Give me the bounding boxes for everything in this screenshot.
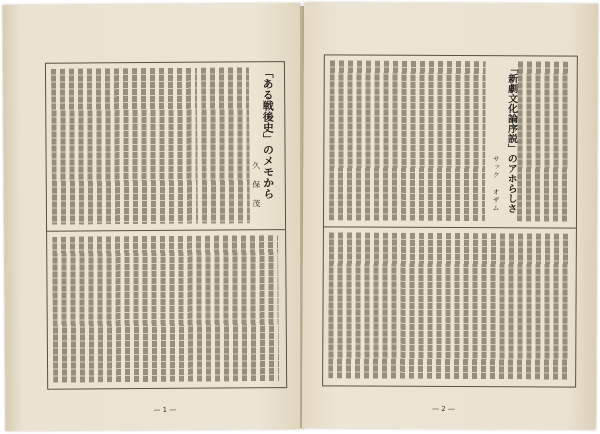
right-article-author: サック オザム [492, 155, 501, 213]
right-article-title: 「新劇文化論序説」のアホらしさ [505, 63, 517, 214]
left-upper-text-right [201, 67, 250, 223]
left-article-author: 久 保 茂 [251, 161, 261, 209]
left-page [3, 3, 304, 431]
left-upper-text-left [51, 68, 198, 225]
right-page-number: — 2 — [431, 404, 455, 414]
right-upper-text-right [517, 61, 570, 221]
right-page [302, 2, 598, 430]
right-upper-text-left [329, 60, 486, 221]
left-page-number: — 1 — [153, 405, 177, 415]
left-article-title: 「ある戦後史」のメモから [260, 67, 275, 200]
right-lower-text [328, 232, 569, 379]
left-lower-text [52, 235, 279, 383]
